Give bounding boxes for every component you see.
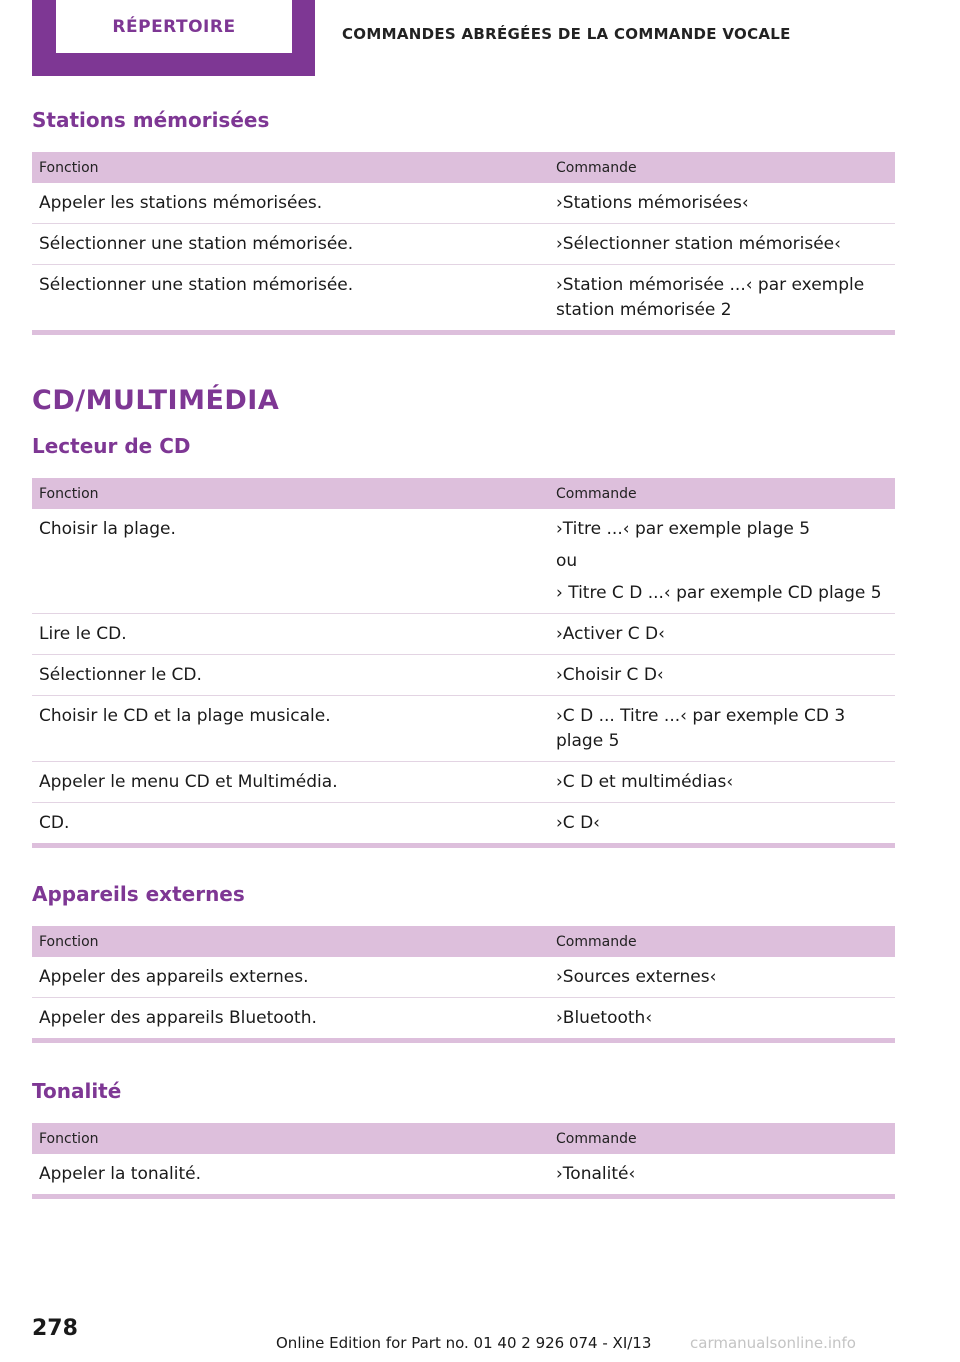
cell-commande: ›C D et multimédias‹ [549, 762, 895, 803]
table-row [32, 803, 895, 844]
table-row [32, 762, 895, 803]
appareils-table [32, 926, 895, 1038]
table-row [32, 998, 895, 1039]
table-row [32, 509, 895, 614]
table-row [32, 183, 895, 224]
cell-commande: ›Sources externes‹ [549, 957, 895, 998]
cell-fonction: Sélectionner une station mémorisée. [32, 224, 549, 265]
column-header-commande: Commande [549, 478, 895, 509]
chapter-title-cd-multimedia: CD/MULTIMÉDIA [32, 385, 280, 416]
cell-fonction: Appeler la tonalité. [39, 1164, 202, 1184]
table-end-bar [32, 1194, 895, 1199]
cell-commande: ›C D‹ [556, 813, 600, 833]
command-line: ou [556, 551, 578, 571]
column-header-fonction: Fonction [32, 152, 549, 183]
watermark: carmanualsonline.info [690, 1334, 856, 1352]
command-line: ›Titre ...‹ par exemple plage 5 [556, 519, 811, 539]
cell-fonction: Sélectionner le CD. [32, 655, 549, 696]
table-header-row [32, 152, 895, 183]
section-title-appareils: Appareils externes [32, 882, 245, 906]
cell-commande: ›Activer C D‹ [549, 614, 895, 655]
column-header-commande: Commande [549, 1123, 895, 1154]
cell-fonction: Lire le CD. [32, 614, 549, 655]
column-header-commande: Commande [549, 152, 895, 183]
column-header-fonction: Fonction [32, 1123, 549, 1154]
table-row [32, 1154, 895, 1194]
cell-fonction: Choisir la plage. [32, 509, 549, 614]
table-header-row [32, 478, 895, 509]
header-tab-label: RÉPERTOIRE [56, 0, 292, 53]
header-tab [32, 0, 315, 76]
cell-fonction: Appeler les stations mémorisées. [32, 183, 549, 224]
table-row [32, 224, 895, 265]
stations-table [32, 152, 895, 330]
cell-commande: ›Bluetooth‹ [556, 1008, 653, 1028]
table-header-row [32, 926, 895, 957]
table-row [32, 957, 895, 998]
column-header-fonction: Fonction [32, 478, 549, 509]
column-header-fonction: Fonction [32, 926, 549, 957]
cell-fonction: Appeler des appareils Bluetooth. [39, 1008, 317, 1028]
cell-fonction: Choisir le CD et la plage musicale. [32, 696, 549, 762]
section-title-stations: Stations mémorisées [32, 108, 270, 132]
cell-fonction: Appeler le menu CD et Multimédia. [32, 762, 549, 803]
cell-commande: ›Tonalité‹ [556, 1164, 636, 1184]
cell-commande: ›Choisir C D‹ [549, 655, 895, 696]
page-number: 278 [32, 1316, 78, 1341]
section-title-lecteur-cd: Lecteur de CD [32, 434, 191, 458]
cell-commande: ›Station mémorisée ...‹ par exemple station mémorisée 2 [556, 275, 865, 320]
table-row [32, 696, 895, 762]
section-title-tonalite: Tonalité [32, 1079, 122, 1103]
cell-commande: ›C D ... Titre ...‹ par exemple CD 3 plage 5 [549, 696, 895, 762]
lecteur-cd-table [32, 478, 895, 843]
table-row [32, 265, 895, 331]
header-title: COMMANDES ABRÉGÉES DE LA COMMANDE VOCALE [342, 25, 791, 43]
table-row [32, 614, 895, 655]
table-header-row [32, 1123, 895, 1154]
cell-commande: ›Stations mémorisées‹ [549, 183, 895, 224]
cell-fonction: Appeler des appareils externes. [32, 957, 549, 998]
page-content [32, 108, 895, 1199]
table-row [32, 655, 895, 696]
cell-fonction: CD. [39, 813, 70, 833]
column-header-commande: Commande [549, 926, 895, 957]
edition-info: Online Edition for Part no. 01 40 2 926 074 - XI/13 [276, 1334, 652, 1352]
tonalite-table [32, 1123, 895, 1194]
cell-fonction: Sélectionner une station mémorisée. [39, 275, 354, 295]
cell-commande [549, 509, 895, 614]
cell-commande: ›Sélectionner station mémorisée‹ [549, 224, 895, 265]
command-line: › Titre C D ...‹ par exemple CD plage 5 [556, 583, 882, 603]
